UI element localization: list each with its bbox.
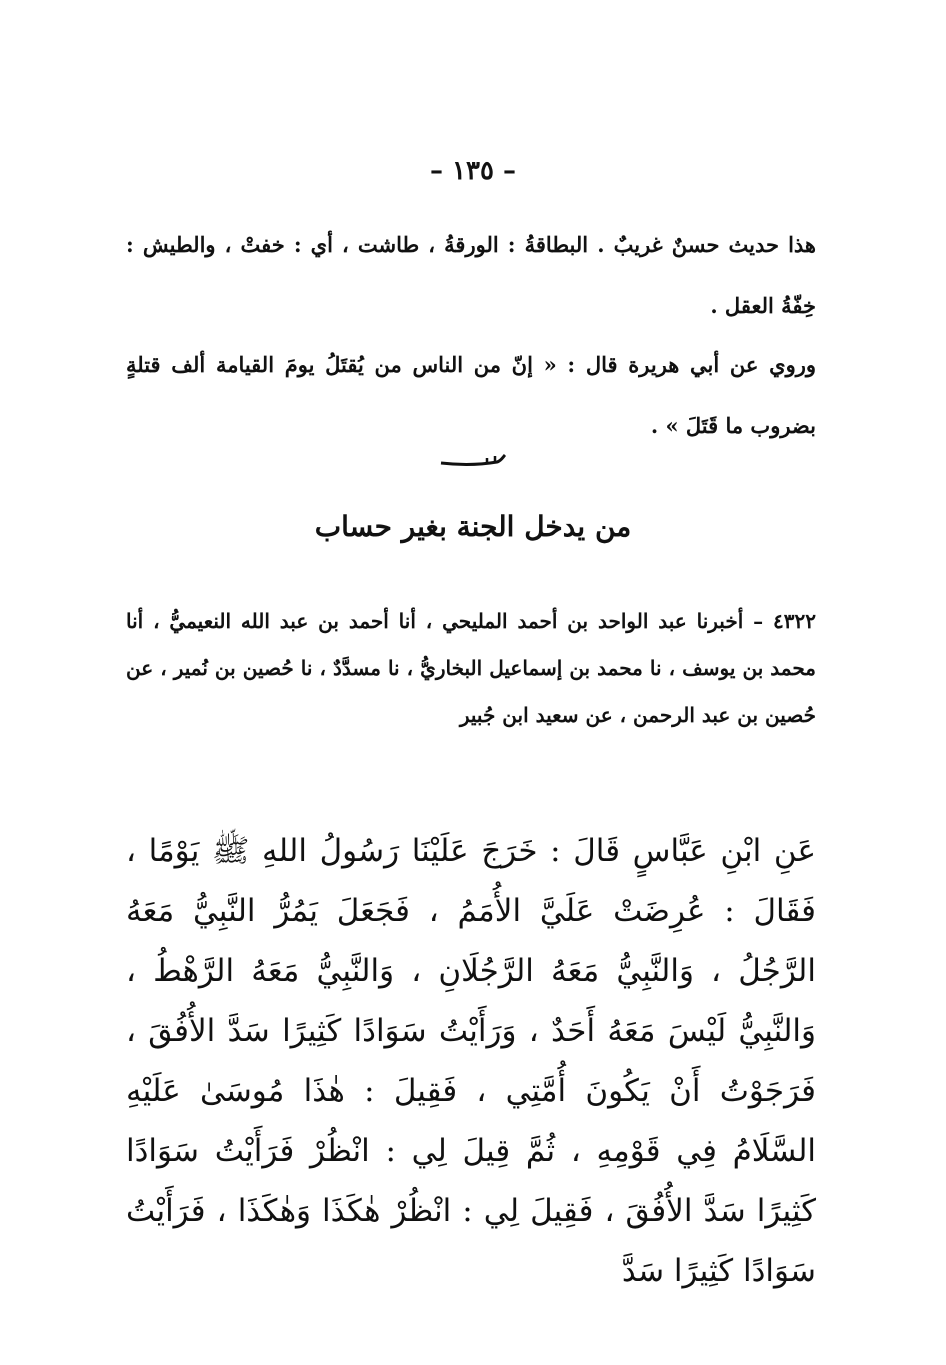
hadith-text: عَنِ ابْنِ عَبَّاسٍ قَالَ : خَرَجَ عَلَيْنَا رَسُولُ اللهِ ﷺ يَوْمًا ، فَقَالَ : عُرِضَتْ عَلَيَّ الأُمَمُ ، فَجَعَلَ يَمُرُّ النَّبِيُّ مَعَهُ الرَّجُلُ ، وَالنَّبِيُّ مَعَهُ الرَّجُلَانِ ، وَالنَّبِيُّ مَعَهُ الرَّهْطُ ، وَالنَّبِيُّ لَيْسَ مَعَهُ أَحَدٌ ، وَرَأَيْتُ سَوَادًا كَثِيرًا سَدَّ الأُفُقَ ، فَرَجَوْتُ أَنْ يَكُونَ أُمَّتِي ، فَقِيلَ : هٰذَا مُوسَىٰ عَلَيْهِ السَّلَامُ فِي قَوْمِهِ ، ثُمَّ قِيلَ لِي : انْظُرْ فَرَأَيْتُ سَوَادًا كَثِيرًا سَدَّ الأُفُقَ ، فَقِيلَ لِي : انْظُرْ هٰكَذَا وَهٰكَذَا ، فَرَأَيْتُ سَوَادًا كَثِيرًا سَدَّ: [126, 833, 816, 1289]
hadith-isnad: ٤٣٢٢ – أخبرنا عبد الواحد بن أحمد المليحي ، أنا أحمد بن عبد الله النعيميُّ ، أنا محمد بن يوسف ، نا محمد بن إسماعيل البخاريُّ ، نا مسدَّدٌ ، نا حُصين بن نُمير ، عن حُصين بن عبد الرحمن ، عن سعيد ابن جُبير: [126, 609, 816, 727]
note-paragraph: هذا حديث حسنٌ غريبٌ . البطاقةُ : الورقةُ ، طاشت ، أي : خفتْ ، والطيش : خِفّةُ العقل .: [126, 232, 816, 318]
note-paragraph: وروي عن أبي هريرة قال : « إنّ من الناس من يُقتَلُ يومَ القيامة ألف قتلةٍ بضروب ما قَتَلَ » .: [126, 352, 816, 438]
chapter-heading: من يدخل الجنة بغير حساب: [314, 510, 632, 543]
section-ornament: [439, 453, 511, 467]
page-number: – ١٣٥ –: [429, 156, 517, 186]
